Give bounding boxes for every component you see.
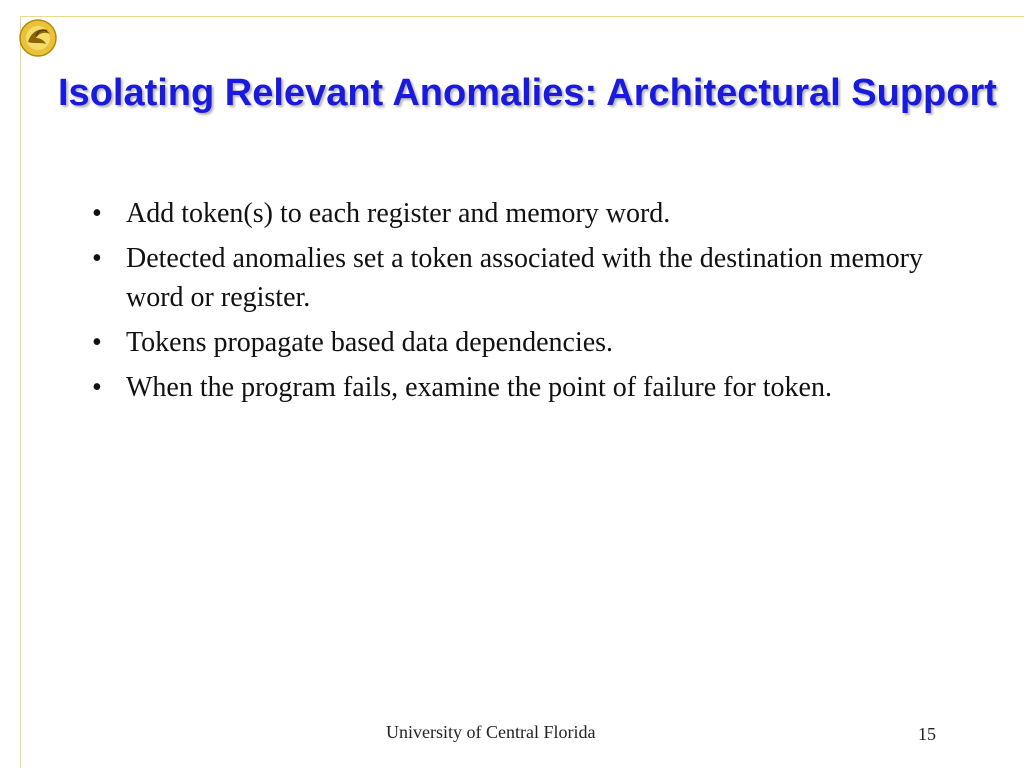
bullet-dot: • — [92, 198, 102, 229]
bullet-text: Add token(s) to each register and memory word. — [126, 198, 671, 229]
bullet-text: When the program fails, examine the point of failure for token. — [126, 372, 832, 403]
ucf-pegasus-logo-icon — [16, 18, 60, 58]
frame-top-border — [20, 16, 1024, 17]
bullet-item — [92, 323, 952, 362]
slide-title: Isolating Relevant Anomalies: Architectural Support — [58, 72, 997, 114]
bullet-item — [92, 194, 952, 233]
page-number: 15 — [918, 724, 936, 744]
bullet-dot: • — [92, 243, 102, 274]
slide-footer: University of Central Florida — [386, 722, 596, 742]
bullet-list — [92, 194, 952, 413]
bullet-text: Tokens propagate based data dependencies. — [126, 327, 614, 358]
bullet-dot: • — [92, 372, 102, 403]
bullet-item — [92, 368, 952, 407]
frame-left-border — [20, 16, 21, 768]
bullet-dot: • — [92, 327, 102, 358]
bullet-item — [92, 239, 952, 317]
bullet-text: Detected anomalies set a token associated with the destination memory word or register. — [126, 243, 923, 313]
